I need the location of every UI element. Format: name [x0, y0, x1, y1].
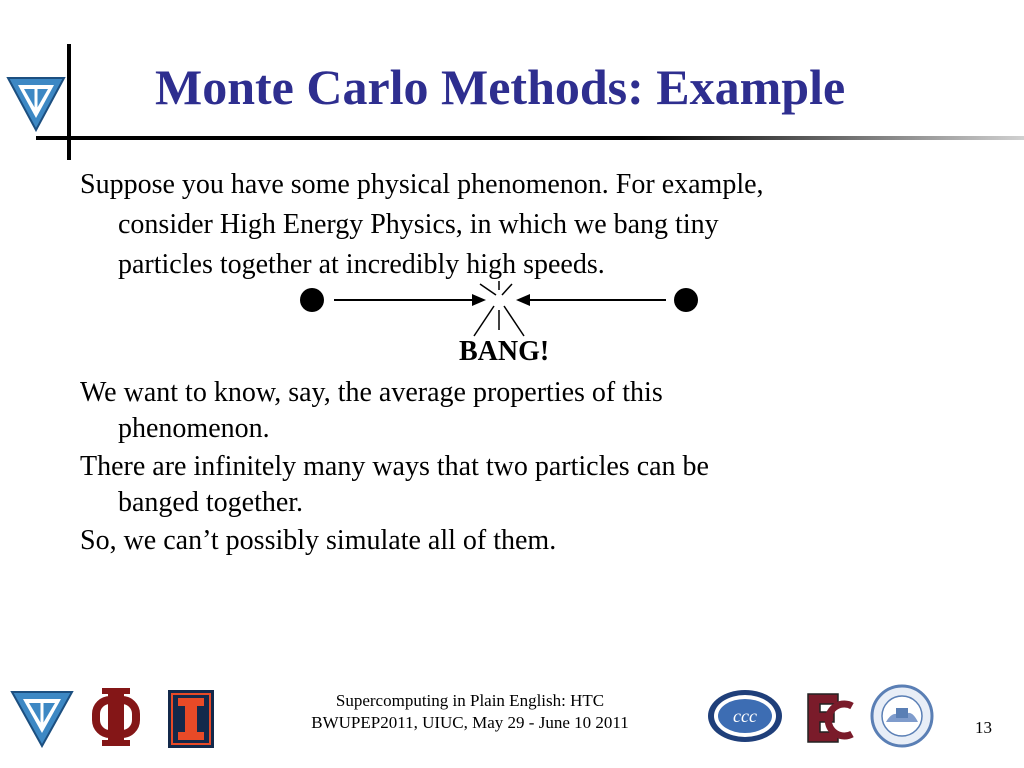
oscer-logo-footer [10, 688, 74, 748]
bang-label: BANG! [459, 336, 550, 367]
ou-logo [92, 686, 140, 748]
impact-lines [474, 281, 524, 336]
paragraph-intro [80, 165, 960, 285]
paragraph-intro-line3: particles together at incredibly high speeds. [118, 249, 605, 280]
header-horizontal-rule [36, 136, 1024, 140]
ec-logo [804, 690, 856, 746]
footer-text [270, 690, 670, 734]
point-line1: We want to know, say, the average properties of this [80, 377, 663, 408]
page-number: 13 [975, 718, 992, 737]
left-particle [300, 288, 324, 312]
oscer-logo [6, 72, 66, 134]
point-item [80, 449, 960, 521]
slide-title: Monte Carlo Methods: Example [155, 59, 846, 115]
svg-text:ccc: ccc [733, 706, 757, 726]
paragraph-intro-line2: consider High Energy Physics, in which we bang tiny [118, 209, 719, 240]
illinois-logo [168, 690, 214, 748]
footer-line1: Supercomputing in Plain English: HTC [335, 691, 605, 710]
hamilton-university-seal [870, 684, 934, 748]
points-list [80, 375, 960, 561]
point-line2: phenomenon. [118, 413, 270, 444]
particle-collision-diagram [290, 278, 710, 340]
ccc-logo [706, 688, 784, 744]
header-vertical-rule [67, 44, 71, 160]
point-item [80, 375, 960, 447]
point-line2: banged together. [118, 487, 304, 518]
footer-line2: BWUPEP2011, UIUC, May 29 - June 10 2011 [311, 713, 629, 732]
point-item [80, 523, 960, 559]
right-particle [674, 288, 698, 312]
point-line1: So, we can’t possibly simulate all of them. [80, 525, 557, 556]
point-line1: There are infinitely many ways that two particles can be [80, 451, 709, 482]
paragraph-intro-line1: Suppose you have some physical phenomenon. For example, [80, 169, 764, 200]
